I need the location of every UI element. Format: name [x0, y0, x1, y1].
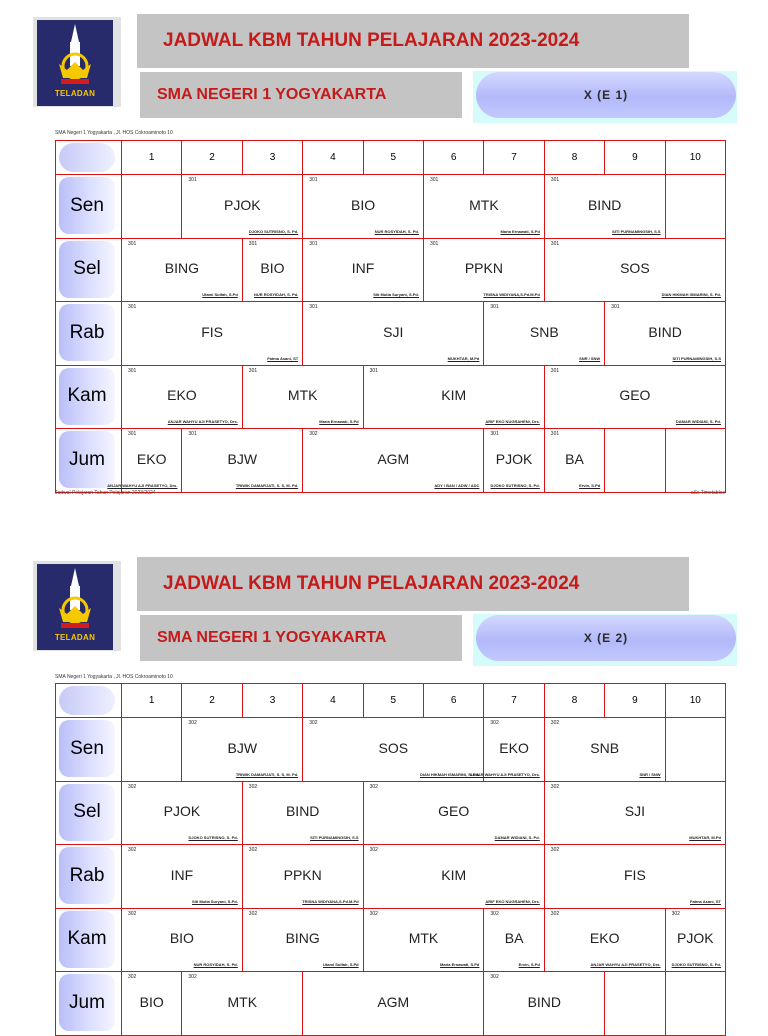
lesson-cell[interactable] — [243, 845, 364, 909]
room-number: 301 — [550, 177, 560, 183]
room-number: 302 — [490, 910, 499, 917]
room-number: 302 — [550, 910, 560, 917]
subject-name: AGM — [377, 993, 410, 1010]
teacher-name: Utami Sulfah, S.Pd — [202, 292, 238, 297]
corner-pill — [59, 686, 115, 715]
lesson-cell[interactable] — [243, 366, 364, 430]
teacher-name: SITI PURNAMINGSIH, S.S — [310, 835, 359, 840]
room-number: 301 — [430, 177, 439, 183]
lesson-cell[interactable] — [303, 302, 484, 366]
subject-name: MTK — [469, 196, 499, 213]
teacher-name: DIAN HIKMAH ISMARINI, S. Pd. — [420, 771, 480, 777]
teacher-name: Fatma Asani, ST — [267, 355, 299, 361]
subject-name: GEO — [619, 387, 651, 404]
period-header: 10 — [666, 141, 726, 175]
lesson-cell[interactable] — [484, 429, 544, 493]
day-cell — [56, 845, 122, 909]
subject-name: EKO — [167, 387, 197, 404]
subject-name: FIS — [624, 866, 646, 883]
room-number: 301 — [248, 240, 258, 247]
teacher-name: NUR ROSYIDAH, S. Pd. — [193, 962, 238, 967]
room-number: 302 — [369, 783, 378, 790]
room-number: 301 — [309, 304, 318, 310]
room-number: 301 — [309, 177, 318, 183]
room-number: 301 — [430, 240, 439, 247]
teacher-name: ANJAR WAHYU AJI PRASETYO, Drs. — [107, 482, 178, 488]
timetable — [55, 140, 726, 493]
day-label: Kam — [67, 928, 107, 950]
lesson-cell[interactable] — [545, 718, 666, 782]
subject-name: BJW — [227, 739, 258, 756]
period-header: 7 — [484, 141, 544, 175]
corner-pill — [59, 143, 115, 172]
room-number: 302 — [248, 910, 258, 917]
empty-cell — [122, 175, 182, 239]
teacher-name: ANJAR WAHYU AJI PRASETYO, Drs. — [167, 419, 238, 424]
teacher-name: ARIF EKO NUGRAHENI, Drs. — [485, 898, 540, 904]
teacher-name: TRISNA WIDIYANA,S.Pd.M.Pd — [483, 292, 540, 297]
day-cell — [56, 175, 122, 239]
room-number: 302 — [188, 974, 197, 980]
subject-name: EKO — [589, 930, 620, 947]
school-address: SMA Negeri 1 Yogyakarta , Jl. HOS Cokroaminoto 10 — [55, 130, 173, 136]
lesson-cell[interactable] — [182, 429, 303, 493]
empty-cell — [122, 718, 182, 782]
lesson-cell[interactable] — [303, 175, 424, 239]
subject-name: INF — [351, 260, 375, 277]
lesson-cell[interactable] — [666, 909, 726, 973]
room-number: 302 — [128, 910, 137, 917]
lesson-cell[interactable] — [545, 366, 726, 430]
room-number: 302 — [490, 720, 499, 726]
lesson-cell[interactable] — [545, 239, 726, 303]
timetable — [55, 683, 726, 1036]
subject-name: BJW — [227, 450, 258, 467]
teacher-name: SITI PURNAMINGSIH, S.S — [672, 355, 721, 361]
period-header: 6 — [424, 684, 484, 718]
lesson-cell[interactable] — [122, 909, 243, 973]
teacher-name: DJOKO SUTRISNO, S. Pd. — [188, 835, 238, 840]
teacher-name: TRIWIK DAMARJATI, S. S, M. Pd. — [235, 771, 299, 777]
lesson-cell[interactable] — [424, 239, 545, 303]
period-header: 8 — [545, 141, 605, 175]
teacher-name: NUR ROSYIDAH, S. Pd. — [374, 228, 419, 234]
subject-name: GEO — [438, 803, 470, 820]
teacher-name: ARIF EKO NUGRAHENI, Drs. — [485, 419, 540, 424]
room-number: 302 — [309, 431, 318, 437]
day-label: Rab — [69, 321, 105, 343]
lesson-cell[interactable] — [243, 782, 364, 846]
teacher-name: ANJAR WAHYU AJI PRASETYO, Drs. — [590, 962, 661, 967]
subject-name: SOS — [378, 739, 409, 756]
empty-cell — [666, 718, 726, 782]
lesson-cell[interactable] — [243, 909, 364, 973]
room-number: 301 — [128, 240, 137, 247]
period-header: 3 — [243, 684, 303, 718]
teacher-name: Siti Mutia Suryani, S.Pd. — [373, 292, 419, 297]
lesson-cell[interactable] — [122, 972, 182, 1036]
subject-name: PJOK — [495, 450, 533, 467]
teacher-name: Fatma Asani, ST — [690, 898, 721, 904]
subject-name: EKO — [136, 450, 167, 467]
subject-name: BING — [285, 930, 320, 947]
room-number: 302 — [671, 910, 680, 917]
day-label: Jum — [69, 991, 105, 1013]
lesson-cell[interactable] — [122, 845, 243, 909]
teacher-name: DJOKO SUTRISNO, S. Pd. — [671, 962, 721, 967]
subject-name: FIS — [201, 323, 223, 340]
subject-name: BIND — [285, 803, 320, 820]
subject-name: KIM — [441, 387, 467, 404]
room-number: 302 — [128, 847, 137, 853]
lesson-cell[interactable] — [243, 239, 303, 303]
room-number: 301 — [550, 240, 560, 247]
period-header: 4 — [303, 684, 363, 718]
period-header: 6 — [424, 141, 484, 175]
day-cell — [56, 366, 122, 430]
subject-name: BIND — [587, 196, 622, 213]
lesson-cell[interactable] — [605, 302, 726, 366]
day-cell — [56, 239, 122, 303]
room-number: 302 — [128, 974, 137, 980]
room-number: 301 — [490, 304, 499, 310]
room-number: 302 — [369, 847, 378, 853]
teacher-name: SNR / SNW — [579, 355, 601, 361]
school-logo — [37, 20, 113, 106]
room-number: 301 — [188, 177, 197, 183]
teacher-name: TRISNA WIDIYANA,S.Pd.M.Pd — [302, 898, 359, 904]
logo-text: TELADAN — [54, 89, 96, 98]
period-header: 10 — [666, 684, 726, 718]
subject-name: SJI — [624, 803, 645, 820]
teacher-name: MUKHTAR, M.Pd — [447, 355, 480, 361]
lesson-cell[interactable] — [364, 845, 545, 909]
room-number: 301 — [611, 304, 620, 310]
subject-name: MTK — [227, 993, 258, 1010]
subject-name: BIND — [527, 993, 562, 1010]
period-header: 9 — [605, 684, 665, 718]
room-number: 302 — [128, 783, 137, 790]
period-header: 2 — [182, 141, 242, 175]
empty-cell — [666, 429, 726, 493]
lesson-cell[interactable] — [182, 175, 303, 239]
teacher-name: TRIWIK DAMARJATI, S. S, M. Pd. — [235, 482, 299, 488]
lesson-cell[interactable] — [364, 782, 545, 846]
logo-text: TELADAN — [54, 633, 96, 642]
room-number: 302 — [490, 974, 499, 980]
lesson-cell[interactable] — [545, 175, 666, 239]
lesson-cell[interactable] — [182, 718, 303, 782]
lesson-cell[interactable] — [107, 429, 182, 493]
teacher-name: Siti Mutia Suryani, S.Pd. — [192, 898, 238, 904]
teacher-name: DJOKO SUTRISNO, S. Pd. — [490, 482, 540, 488]
subject-name: BIO — [351, 196, 376, 213]
teacher-name: Maria Ernawati, S.Pd — [500, 228, 540, 234]
subject-name: SJI — [383, 323, 404, 340]
period-header: 9 — [605, 141, 665, 175]
lesson-cell[interactable] — [484, 302, 605, 366]
corner-cell — [56, 141, 122, 175]
teacher-name: DJOKO SUTRISNO, S. Pd. — [248, 228, 299, 234]
lesson-cell[interactable] — [122, 782, 243, 846]
subject-name: PJOK — [224, 196, 261, 213]
page-title: JADWAL KBM TAHUN PELAJARAN 2023-2024 — [137, 557, 689, 611]
lesson-cell[interactable] — [303, 429, 484, 493]
subject-name: SNB — [529, 323, 559, 340]
school-name: SMA NEGERI 1 YOGYAKARTA — [140, 615, 462, 661]
day-label: Sen — [70, 194, 104, 216]
room-number: 301 — [128, 304, 137, 310]
room-number: 301 — [309, 240, 318, 247]
lesson-cell[interactable] — [545, 782, 726, 846]
footer-left: Jadwal Pelajaran Tahun Pelajaran 2023/2024 — [55, 490, 156, 496]
period-header: 5 — [364, 684, 424, 718]
period-header: 4 — [303, 141, 363, 175]
lesson-cell[interactable] — [545, 429, 605, 493]
day-label: Sel — [73, 801, 101, 823]
room-number: 302 — [369, 910, 378, 917]
room-number: 301 — [128, 431, 137, 437]
period-header: 8 — [545, 684, 605, 718]
empty-cell — [605, 972, 665, 1036]
teacher-name: Ervin, S.Pd — [518, 962, 540, 967]
teacher-name: Utami Sulfah, S.Pd — [323, 962, 359, 967]
subject-name: PPKN — [464, 260, 503, 277]
lesson-cell[interactable] — [424, 175, 545, 239]
subject-name: BIND — [648, 323, 682, 340]
school-name: SMA NEGERI 1 YOGYAKARTA — [140, 72, 462, 118]
room-number: 302 — [309, 720, 318, 726]
day-cell — [56, 718, 122, 782]
teacher-name: MUKHTAR, M.Pd — [689, 835, 721, 840]
room-number: 301 — [128, 367, 137, 374]
teacher-name: Maria Ernawati, S.Pd — [319, 419, 359, 424]
room-number: 302 — [248, 847, 258, 853]
day-cell — [56, 782, 122, 846]
lesson-cell[interactable] — [122, 366, 243, 430]
lesson-cell[interactable] — [122, 239, 243, 303]
lesson-cell[interactable] — [303, 718, 484, 782]
subject-name: KIM — [441, 866, 467, 883]
school-address: SMA Negeri 1 Yogyakarta , Jl. HOS Cokroaminoto 10 — [55, 674, 173, 680]
school-logo — [37, 564, 113, 650]
room-number: 301 — [550, 431, 560, 437]
day-label: Sen — [70, 737, 104, 759]
subject-name: PJOK — [163, 803, 201, 820]
page-title: JADWAL KBM TAHUN PELAJARAN 2023-2024 — [137, 14, 689, 68]
day-label: Kam — [67, 385, 107, 407]
subject-name: PJOK — [677, 930, 714, 947]
lesson-cell[interactable] — [122, 302, 303, 366]
teacher-name: Maria Ernawati, S.Pd — [440, 962, 480, 967]
lesson-cell[interactable] — [303, 972, 484, 1036]
class-name: X (E 2) — [476, 615, 736, 661]
teacher-name: DIAN HIKMAH ISMARINI, S. Pd. — [661, 292, 721, 297]
teacher-name: SITI PURNAMINGSIH, S.S — [612, 228, 661, 234]
room-number: 302 — [248, 783, 258, 790]
footer-right: aSc Timetables — [690, 490, 725, 496]
room-number: 302 — [550, 847, 560, 853]
room-number: 301 — [188, 431, 197, 437]
teacher-name: DAMAR WIDIANI, S. Pd. — [494, 835, 540, 840]
teacher-name: SNR / SNW — [639, 771, 661, 777]
lesson-cell[interactable] — [469, 718, 544, 782]
lesson-cell[interactable] — [484, 909, 544, 973]
period-header: 2 — [182, 684, 242, 718]
subject-name: SNB — [590, 739, 620, 756]
subject-name: INF — [170, 866, 194, 883]
day-cell — [56, 302, 122, 366]
teacher-name: ADY / BAN / ADW / ADC — [434, 482, 480, 488]
period-header: 3 — [243, 141, 303, 175]
subject-name: AGM — [377, 450, 410, 467]
lesson-cell[interactable] — [484, 972, 605, 1036]
subject-name: EKO — [499, 739, 529, 756]
room-number: 302 — [550, 783, 560, 790]
lesson-cell[interactable] — [182, 972, 303, 1036]
subject-name: BING — [164, 260, 200, 277]
empty-cell — [605, 429, 665, 493]
subject-name: MTK — [287, 387, 318, 404]
lesson-cell[interactable] — [364, 909, 485, 973]
teacher-name: DAMAR WIDIANI, S. Pd. — [675, 419, 721, 424]
period-header: 1 — [122, 141, 182, 175]
room-number: 301 — [369, 367, 378, 374]
teacher-name: NUR ROSYIDAH, S. Pd. — [253, 292, 299, 297]
day-cell — [56, 972, 122, 1036]
class-name: X (E 1) — [476, 72, 736, 118]
day-label: Rab — [69, 864, 105, 886]
period-header: 1 — [122, 684, 182, 718]
day-label: Jum — [69, 448, 105, 470]
teacher-name: ANJAR WAHYU AJI PRASETYO, Drs. — [469, 771, 540, 777]
room-number: 301 — [490, 431, 499, 437]
empty-cell — [666, 972, 726, 1036]
day-label: Sel — [73, 258, 101, 280]
room-number: 301 — [248, 367, 258, 374]
subject-name: PPKN — [283, 866, 322, 883]
lesson-cell[interactable] — [364, 366, 545, 430]
teacher-name: Ervin, S.Pd — [579, 482, 601, 488]
subject-name: MTK — [408, 930, 439, 947]
lesson-cell[interactable] — [303, 239, 424, 303]
room-number: 302 — [550, 720, 560, 726]
subject-name: BIO — [139, 993, 164, 1010]
corner-cell — [56, 684, 122, 718]
subject-name: BIO — [260, 260, 285, 277]
subject-name: BA — [504, 930, 524, 947]
subject-name: BA — [565, 450, 584, 467]
period-header: 5 — [364, 141, 424, 175]
period-header: 7 — [484, 684, 544, 718]
room-number: 302 — [188, 720, 197, 726]
lesson-cell[interactable] — [545, 845, 726, 909]
subject-name: BIO — [169, 930, 194, 947]
room-number: 301 — [550, 367, 560, 374]
empty-cell — [666, 175, 726, 239]
lesson-cell[interactable] — [545, 909, 666, 973]
subject-name: SOS — [620, 260, 650, 277]
day-cell — [56, 909, 122, 973]
